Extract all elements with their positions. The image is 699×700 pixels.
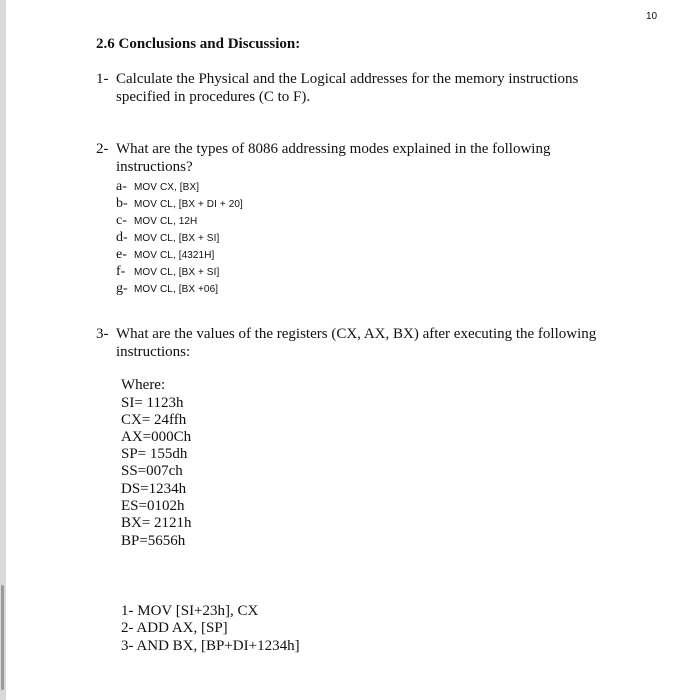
option-code: MOV CL, [4321H]: [134, 250, 215, 261]
option-code: MOV CX, [BX]: [134, 182, 200, 193]
question-1: [96, 70, 656, 110]
option-letter: f-: [116, 264, 126, 279]
option-code: MOV CL, [BX + DI + 20]: [134, 199, 243, 210]
scrollbar[interactable]: [1, 585, 4, 690]
register-value: BP=5656h: [121, 533, 186, 549]
section-title: 2.6 Conclusions and Discussion:: [96, 36, 301, 52]
question-number: 2-: [96, 141, 109, 157]
where-label: Where:: [121, 377, 166, 393]
question-text-line: Calculate the Physical and the Logical addresses for the memory instructions: [116, 71, 579, 87]
register-value: ES=0102h: [121, 498, 185, 514]
question-text-line: What are the types of 8086 addressing modes explained in the following: [116, 141, 551, 157]
option-letter: e-: [116, 247, 127, 262]
option-code: MOV CL, 12H: [134, 216, 198, 227]
question-text-line: specified in procedures (C to F).: [116, 89, 311, 105]
instruction-line: 2- ADD AX, [SP]: [121, 620, 228, 636]
question-3: [96, 325, 676, 365]
register-value: CX= 24ffh: [121, 412, 187, 428]
page-number: 10: [646, 11, 658, 22]
option-letter: a-: [116, 179, 127, 194]
option-letter: d-: [116, 230, 128, 245]
register-value: DS=1234h: [121, 481, 187, 497]
option-letter: c-: [116, 213, 127, 228]
question-text-line: instructions?: [116, 159, 193, 175]
option-letter: b-: [116, 196, 128, 211]
option-g: [116, 279, 416, 298]
register-value: AX=000Ch: [121, 429, 192, 445]
question-number: 1-: [96, 71, 109, 87]
option-code: MOV CL, [BX +06]: [134, 284, 219, 295]
question-2: [96, 140, 656, 180]
register-value: SI= 1123h: [121, 395, 184, 411]
option-code: MOV CL, [BX + SI]: [134, 267, 220, 278]
instruction-line: 3- AND BX, [BP+DI+1234h]: [121, 638, 300, 654]
instruction-line: 1- MOV [SI+23h], CX: [121, 603, 259, 619]
option-code: MOV CL, [BX + SI]: [134, 233, 220, 244]
register-value: SS=007ch: [121, 463, 183, 479]
question-number: 3-: [96, 326, 109, 342]
document-page: [6, 0, 699, 700]
option-letter: g-: [116, 281, 128, 296]
question-text-line: What are the values of the registers (CX, AX, BX) after executing the following: [116, 326, 597, 342]
register-value: SP= 155dh: [121, 446, 188, 462]
question-text-line: instructions:: [116, 344, 191, 360]
register-value: BX= 2121h: [121, 515, 192, 531]
